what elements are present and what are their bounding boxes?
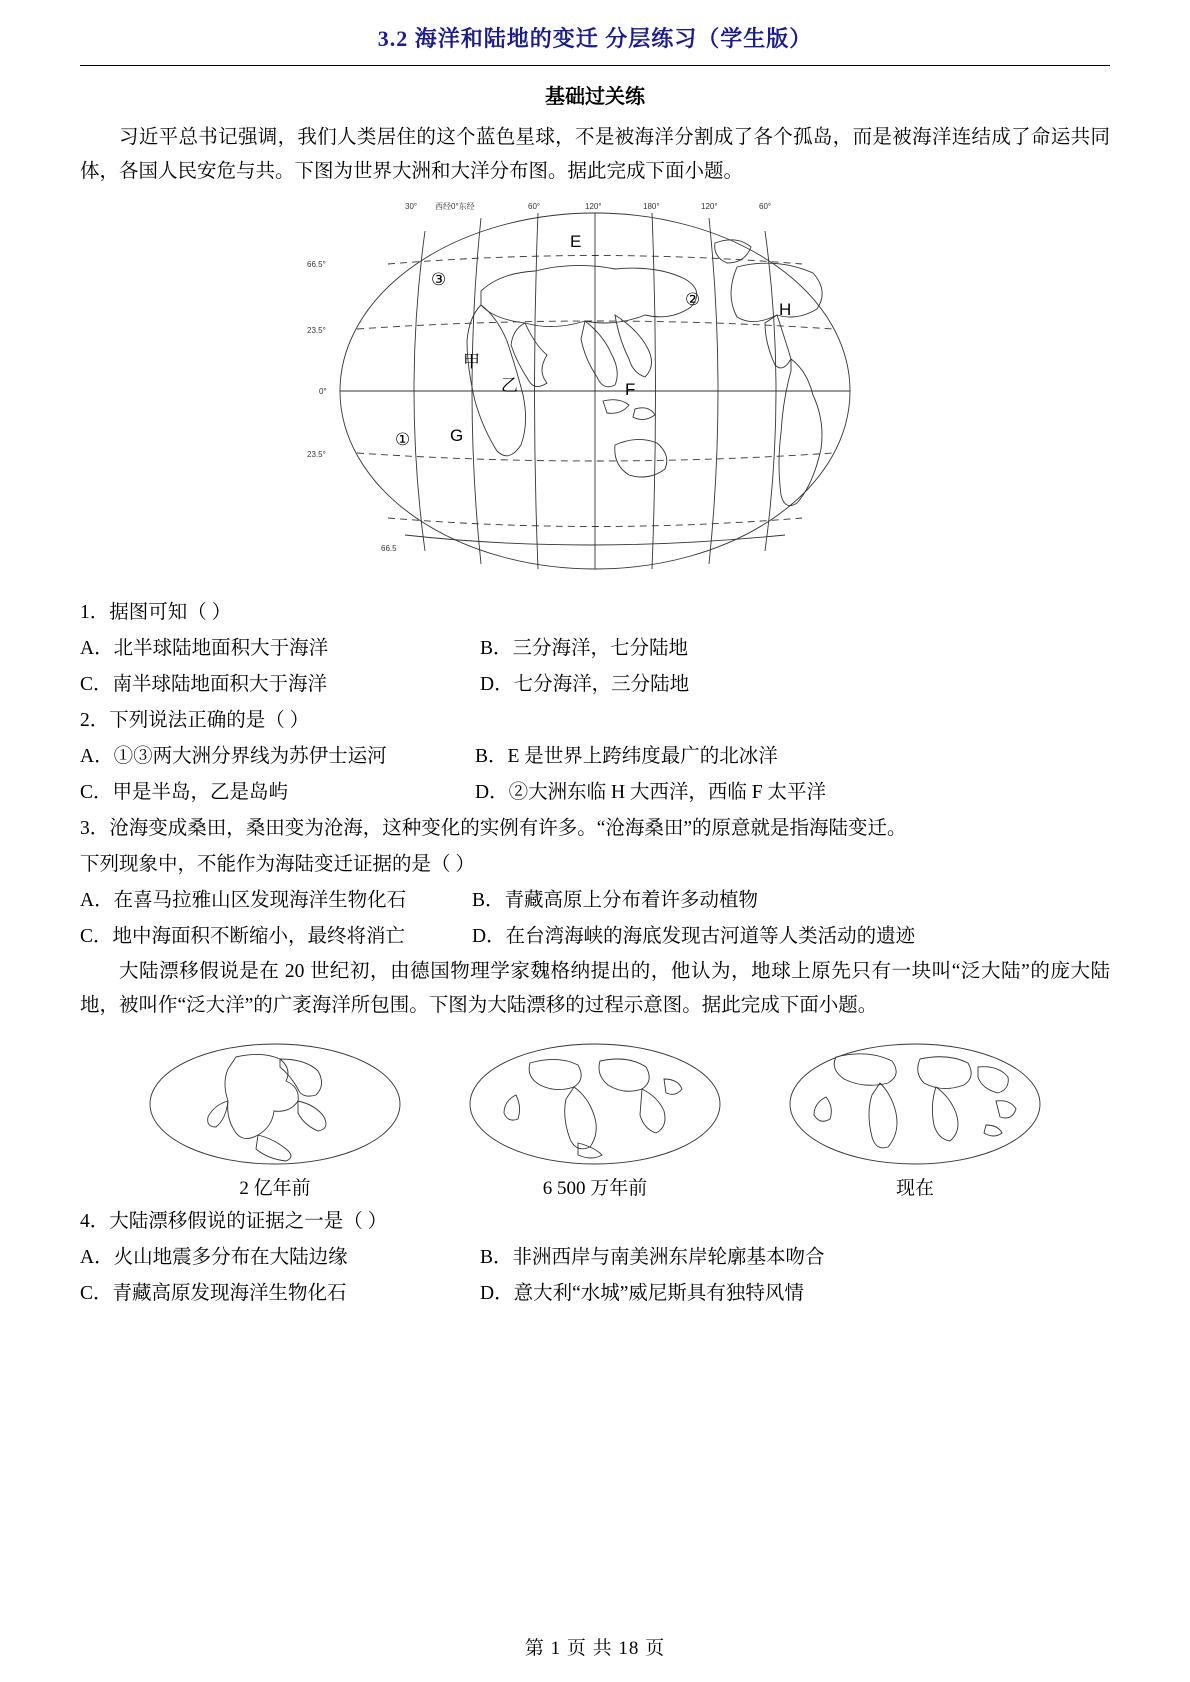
- question-2-option-b: B．E 是世界上跨纬度最广的北冰洋: [475, 746, 778, 767]
- question-3-option-a: A．在喜马拉雅山区发现海洋生物化石: [80, 890, 407, 911]
- map-label-circle-3: ③: [431, 270, 447, 289]
- map-label-circle-1: ①: [395, 430, 411, 449]
- drift-stage-3: [780, 1039, 1050, 1200]
- question-4-options-row-1: [80, 1240, 1110, 1276]
- map-lat-label: 66.5°: [307, 260, 326, 269]
- drift-stage-1: [140, 1039, 410, 1200]
- map-lat-label: 66.5: [381, 544, 397, 553]
- question-1-option-d: D．七分海洋，三分陆地: [480, 674, 690, 695]
- question-4-option-a: A．火山地震多分布在大陆边缘: [80, 1247, 348, 1268]
- question-4-stem: 4．大陆漂移假说的证据之一是（ ）: [80, 1211, 388, 1232]
- drift-caption-3: 现在: [895, 1178, 934, 1199]
- title-divider: [80, 65, 1110, 66]
- drift-globe-1-svg: [140, 1039, 410, 1169]
- question-4-option-b: B．非洲西岸与南美洲东岸轮廓基本吻合: [480, 1247, 825, 1268]
- question-1-options-row-2: [80, 667, 1110, 703]
- map-lat-label: 23.5°: [307, 326, 326, 335]
- question-3-options-row-1: [80, 883, 1110, 919]
- drift-globe-3-svg: [780, 1039, 1050, 1169]
- map-lat-label: 23.5°: [307, 450, 326, 459]
- question-4-option-d: D．意大利“水城”威尼斯具有独特风情: [480, 1283, 804, 1304]
- section-title: 基础过关练: [545, 86, 645, 108]
- map-label-jia: 甲: [463, 352, 480, 371]
- question-1-option-a: A．北半球陆地面积大于海洋: [80, 638, 329, 659]
- map-label-G: G: [450, 426, 464, 445]
- question-1-option-b: B．三分海洋，七分陆地: [480, 638, 689, 659]
- drift-globe-2-svg: [460, 1039, 730, 1169]
- question-3-option-c: C．地中海面积不断缩小，最终将消亡: [80, 926, 406, 947]
- map-label-circle-2: ②: [685, 290, 701, 309]
- intro-paragraph-2: 大陆漂移假说是在 20 世纪初，由德国物理学家魏格纳提出的，他认为，地球上原先只有一块叫“泛大陆”的庞大陆地，被叫作“泛大洋”的广袤海洋所包围。下图为大陆漂移的过程示意图。据此完成下面小题。: [80, 961, 1110, 1016]
- map-label-E: E: [570, 232, 582, 251]
- map-label-F: F: [625, 380, 636, 399]
- map-label-yi: 乙: [501, 376, 518, 395]
- world-map-figure: [80, 195, 1110, 585]
- intro-paragraph-1: 习近平总书记强调，我们人类居住的这个蓝色星球，不是被海洋分割成了各个孤岛，而是被海洋连结成了命运共同体，各国人民安危与共。下图为世界大洲和大洋分布图。据此完成下面小题。: [80, 127, 1110, 182]
- question-3-option-b: B．青藏高原上分布着许多动植物: [472, 890, 759, 911]
- map-lon-label: 60°: [759, 202, 772, 211]
- world-map-svg: [285, 195, 905, 585]
- question-2-option-a: A．①③两大洲分界线为苏伊士运河: [80, 746, 387, 767]
- drift-caption-1: 2 亿年前: [239, 1178, 311, 1199]
- question-3-stem-line-1: 3．沧海变成桑田，桑田变为沧海，这种变化的实例有许多。“沧海桑田”的原意就是指海陆变迁。: [80, 818, 907, 839]
- question-2-stem: 2．下列说法正确的是（ ）: [80, 710, 310, 731]
- map-label-H: H: [779, 300, 792, 319]
- map-lon-label: 西经0°东经: [435, 202, 475, 211]
- question-2-option-c: C．甲是半岛，乙是岛屿: [80, 782, 289, 803]
- continental-drift-figure: [140, 1039, 1050, 1200]
- question-1-options-row-1: [80, 631, 1110, 667]
- question-2-options-row-2: [80, 775, 1110, 811]
- drift-stage-2: [460, 1039, 730, 1200]
- question-2-options-row-1: [80, 739, 1110, 775]
- map-lon-label: 120°: [585, 202, 602, 211]
- question-3-option-d: D．在台湾海峡的海底发现古河道等人类活动的遗迹: [472, 926, 916, 947]
- drift-caption-2: 6 500 万年前: [542, 1178, 648, 1199]
- map-lon-label: 60°: [528, 202, 541, 211]
- question-3-stem-line-2: 下列现象中，不能作为海陆变迁证据的是（ ）: [80, 854, 475, 875]
- map-lon-label: 30°: [405, 202, 418, 211]
- question-3-options-row-2: [80, 919, 1110, 955]
- question-4-option-c: C．青藏高原发现海洋生物化石: [80, 1283, 347, 1304]
- question-1-option-c: C．南半球陆地面积大于海洋: [80, 674, 328, 695]
- page-footer: 第 1 页 共 18 页: [524, 1638, 666, 1659]
- map-lat-label: 0°: [319, 387, 327, 396]
- question-1-stem: 1．据图可知（ ）: [80, 602, 232, 623]
- question-2-option-d: D．②大洲东临 H 大西洋，西临 F 太平洋: [475, 782, 827, 803]
- map-lon-label: 120°: [701, 202, 718, 211]
- question-4-options-row-2: [80, 1276, 1110, 1312]
- page-title: 3.2 海洋和陆地的变迁 分层练习（学生版）: [377, 26, 813, 51]
- map-lon-label: 180°: [643, 202, 660, 211]
